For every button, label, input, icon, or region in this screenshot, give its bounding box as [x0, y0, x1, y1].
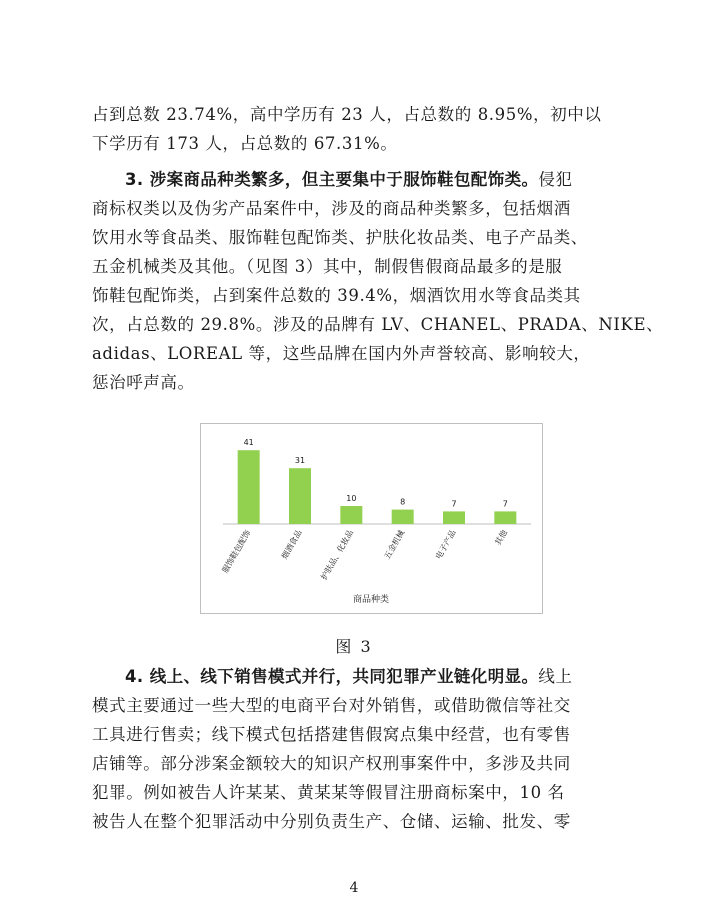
- text-line: 被告人在整个犯罪活动中分别负责生产、仓储、运输、批发、零: [92, 812, 571, 831]
- text-line: 占到总数 23.74%，高中学历有 23 人，占总数的 8.95%，初中以: [92, 105, 602, 124]
- paragraph-education-stats: [92, 100, 647, 158]
- text-line: 饰鞋包配饰类，占到案件总数的 39.4%，烟酒饮用水等食品类其: [92, 286, 581, 305]
- data-label-1: 31: [294, 456, 306, 466]
- data-label-0: 41: [243, 438, 254, 448]
- paragraph-sales-modes: [92, 662, 647, 836]
- x-axis-title: 商品种类: [352, 595, 390, 605]
- page-number: 4: [349, 880, 359, 896]
- bar-4: [443, 511, 465, 524]
- text-line: 次，占总数的 29.8%。涉及的品牌有 LV、CHANEL、PRADA、NIKE、: [92, 315, 664, 334]
- bar-0: [238, 450, 260, 524]
- text-line: [92, 165, 647, 194]
- text-line: 工具进行售卖；线下模式包括搭建售假窝点集中经营，也有零售: [92, 725, 571, 744]
- text-line: 五金机械类及其他。（见图 3）其中，制假售假商品最多的是服: [92, 257, 563, 276]
- text-line: [92, 662, 647, 691]
- bar-5: [494, 511, 516, 524]
- bar-chart: [201, 424, 542, 613]
- bar-chart-figure: [200, 423, 543, 614]
- data-label-2: 10: [346, 494, 357, 503]
- category-label-4: 电子产品: [433, 528, 458, 561]
- bar-1: [289, 468, 311, 524]
- category-label-2: 护肤品、化妆品: [319, 528, 356, 582]
- text-line: 店铺等。部分涉案金额较大的知识产权刑事案件中，多涉及共同: [92, 754, 571, 773]
- paragraph-goods-categories: [92, 165, 664, 397]
- data-label-3: 8: [400, 497, 406, 507]
- category-label-0: 服饰鞋包配饰: [220, 528, 253, 575]
- bar-2: [340, 506, 362, 524]
- category-label-3: 五金机械: [382, 528, 407, 561]
- text-line: 惩治呼声高。: [92, 373, 195, 392]
- data-label-4: 7: [451, 499, 457, 509]
- bar-3: [392, 510, 414, 524]
- section-heading: 4. 线上、线下销售模式并行，共同犯罪产业链化明显。: [125, 667, 539, 686]
- figure-caption: 图 3: [335, 637, 373, 656]
- text-fragment: 线上: [538, 667, 573, 686]
- section-heading: 3. 涉案商品种类繁多，但主要集中于服饰鞋包配饰类。: [125, 170, 539, 189]
- text-line: 饮用水等食品类、服饰鞋包配饰类、护肤化妆品类、电子产品类、: [92, 228, 588, 247]
- text-line: 犯罪。例如被告人许某某、黄某某等假冒注册商标案中，10 名: [92, 783, 565, 802]
- text-fragment: 侵犯: [538, 170, 573, 189]
- category-label-5: 其他: [493, 528, 510, 547]
- text-line: 商标权类以及伪劣产品案件中，涉及的商品种类繁多，包括烟酒: [92, 199, 571, 218]
- text-line: adidas、LOREAL 等，这些品牌在国内外声誉较高、影响较大，: [92, 344, 591, 363]
- data-label-5: 7: [502, 499, 508, 509]
- text-line: 模式主要通过一些大型的电商平台对外销售，或借助微信等社交: [92, 696, 571, 715]
- text-line: 下学历有 173 人，占总数的 67.31%。: [92, 134, 398, 153]
- category-label-1: 烟酒食品: [279, 528, 304, 561]
